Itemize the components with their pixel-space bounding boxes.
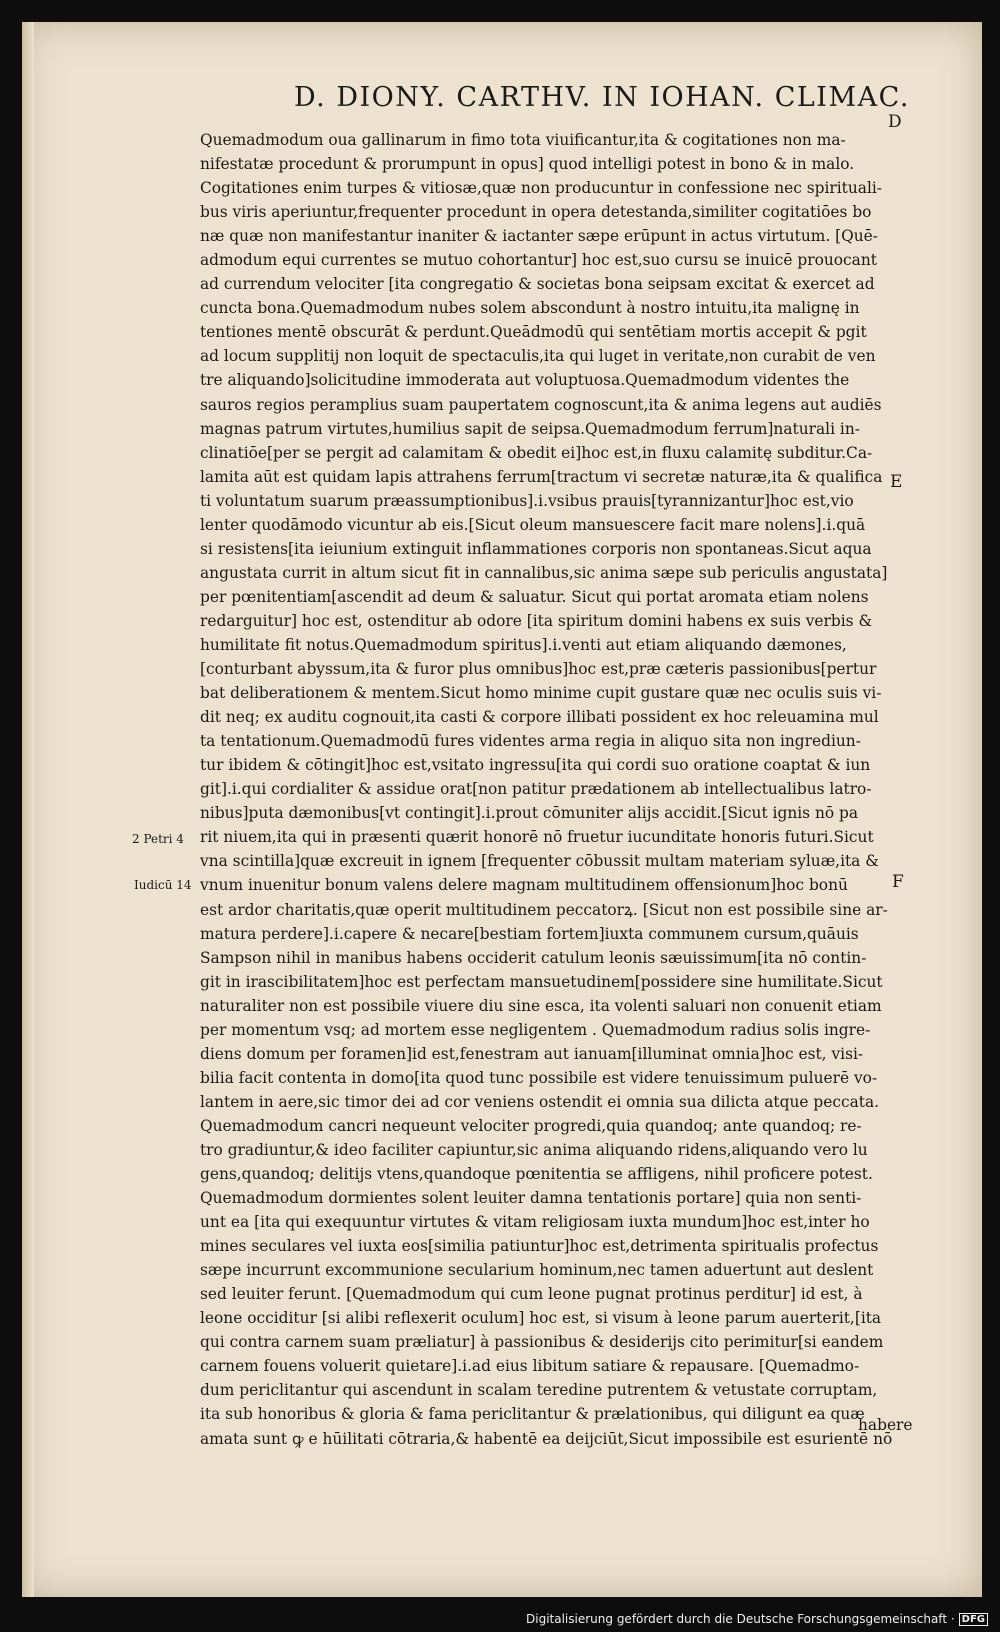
- margin-letter-f: F: [892, 872, 904, 892]
- text-line: amata sunt ꝙ e hūilitati cōtraria,& habentē ea deijciūt,Sicut impossibile est esurientē nō: [200, 1429, 893, 1448]
- text-line: lamita aūt est quidam lapis attrahens ferrum[tractum vi secretæ naturæ,ita & qualifica: [200, 467, 883, 486]
- text-line: ita sub honoribus & gloria & fama periclitantur & prælationibus, qui diligunt ea quæ: [200, 1405, 865, 1424]
- text-line: ad locum supplitij non loquit de spectaculis,ita qui luget in veritate,non curabit de ven: [200, 347, 876, 366]
- text-line: sæpe incurrunt excommunione secularium hominum,nec tamen aduertunt aut deslent: [200, 1261, 874, 1280]
- text-line: nibus]puta dæmonibus[vt contingit].i.prout cōmuniter alijs accidit.[Sicut ignis nō pa: [200, 804, 859, 823]
- text-line: rit niuem,ita qui in præsenti quærit honorē nō fruetur iucunditate honoris futuri.Sicut: [200, 828, 874, 847]
- footer-text: Digitalisierung gefördert durch die Deutsche Forschungsgemeinschaft ·: [526, 1612, 955, 1626]
- text-line: git in irascibilitatem]hoc est perfectam mansuetudinem[possidere sine humilitate.Sicut: [200, 972, 883, 991]
- text-line: ta tentationum.Quemadmodū fures videntes arma regia in aliquo sita non ingrediun-: [200, 732, 861, 751]
- text-line: bat deliberationem & mentem.Sicut homo minime cupit gustare quæ nec oculis suis vi-: [200, 684, 882, 703]
- text-line: redarguitur] hoc est, ostenditur ab odore [ita spiritum domini habens ex suis verbis &: [200, 611, 873, 630]
- text-line: leone occiditur [si alibi reflexerit oculum] hoc est, si visum à leone parum auerterit,[ita: [200, 1309, 882, 1328]
- text-line: Quemadmodum oua gallinarum in fimo tota viuificantur,ita & cogitationes non ma-: [200, 131, 846, 149]
- text-line: magnas patrum virtutes,humilius sapit de seipsa.Quemadmodum ferrum]naturali in-: [200, 419, 860, 438]
- text-line: per momentum vsq; ad mortem esse negligentem . Quemadmodum radius solis ingre-: [200, 1020, 871, 1039]
- margin-note-iudicum: Iudicū 14: [134, 878, 192, 892]
- catchword: habere: [858, 1416, 913, 1434]
- digitization-footer: [526, 1612, 988, 1626]
- text-line: qui contra carnem suam præliatur] à passionibus & desiderijs cito perimitur[si eandem: [200, 1333, 884, 1352]
- text-line: lenter quodāmodo vicuntur ab eis.[Sicut oleum mansuescere facit mare nolens].i.quā: [200, 515, 866, 534]
- margin-letter-d: D: [888, 112, 902, 132]
- text-line: bus viris aperiuntur,frequenter procedunt in opera detestanda,similiter cogitatiōes bo: [200, 203, 872, 222]
- body-text: [200, 128, 936, 1451]
- text-line: Quemadmodum cancri nequeunt velociter progredi,quia quandoq; ante quandoq; re-: [200, 1116, 862, 1135]
- text-line: si resistens[ita ieiunium extinguit inflammationes corporis non spontaneas.Sicut aqua: [200, 539, 872, 558]
- text-line: [conturbant abyssum,ita & furor plus omnibus]hoc est,præ cæteris passionibus[pertur: [200, 660, 877, 679]
- text-line: admodum equi currentes se mutuo cohortantur] hoc est,suo cursu se inuicē prouocant: [200, 251, 877, 270]
- text-line: tur ibidem & cōtingit]hoc est,vsitato ingressu[ita qui cordi suo oratione coaptat & iun: [200, 756, 871, 775]
- book-page: [22, 22, 982, 1597]
- text-line: git].i.qui cordialiter & assidue orat[non patitur prædationem ab intellectualibus latro-: [200, 780, 872, 799]
- text-line: unt ea [ita qui exequuntur virtutes & vitam religiosam iuxta mundum]hoc est,inter ho: [200, 1213, 870, 1232]
- text-line: naturaliter non est possibile viuere diu sine esca, ita volenti saluari non conuenit etiam: [200, 996, 882, 1015]
- text-line: dum periclitantur qui ascendunt in scalam teredine putrentem & vetustate corruptam,: [200, 1381, 878, 1400]
- margin-letter-e: E: [890, 472, 903, 492]
- text-line: ti voluntatum suarum præassumptionibus].i.vsibus prauis[tyrannizantur]hoc est,vio: [200, 491, 854, 510]
- text-line: bilia facit contenta in domo[ita quod tunc possibile est videre tenuissimum puluerē vo-: [200, 1068, 878, 1087]
- text-line: vnum inuenitur bonum valens delere magnam multitudinem offensionum]hoc bonū: [200, 876, 848, 895]
- text-line: diens domum per foramen]id est,fenestram aut ianuam[illuminat omnia]hoc est, visi-: [200, 1044, 864, 1063]
- text-line: est ardor charitatis,quæ operit multitudinem peccatorꝝ. [Sicut non est possibile sine ar-: [200, 900, 888, 919]
- text-line: næ quæ non manifestantur inaniter & iactanter sæpe erūpunt in actus virtutum. [Quē-: [200, 227, 878, 246]
- text-line: carnem fouens voluerit quietare].i.ad eius libitum satiare & repausare. [Quemadmo-: [200, 1357, 860, 1376]
- text-line: lantem in aere,sic timor dei ad cor veniens ostendit ei omnia sua dilicta atque peccata.: [200, 1092, 880, 1111]
- running-header: D. DIONY. CARTHV. IN IOHAN. CLIMAC.: [294, 82, 910, 113]
- text-line: angustata currit in altum sicut fit in cannalibus,sic anima sæpe sub periculis angustata]: [200, 563, 888, 582]
- text-line: sed leuiter ferunt. [Quemadmodum qui cum leone pugnat protinus perditur] id est, à: [200, 1285, 863, 1304]
- margin-note-petri: 2 Petri 4: [132, 832, 184, 846]
- text-line: Quemadmodum dormientes solent leuiter damna tentationis portare] quia non senti-: [200, 1189, 862, 1208]
- text-line: mines seculares vel iuxta eos[similia patiuntur]hoc est,detrimenta spiritualis profectus: [200, 1237, 879, 1256]
- dfg-logo: DFG: [959, 1613, 988, 1626]
- text-line: ad currendum velociter [ita congregatio & societas bona seipsam excitat & exercet ad: [200, 275, 875, 294]
- text-line: per pœnitentiam[ascendit ad deum & saluatur. Sicut qui portat aromata etiam nolens: [200, 587, 869, 606]
- text-line: gens,quandoq; delitijs vtens,quandoque pœnitentia se affligens, nihil proficere potest.: [200, 1165, 873, 1184]
- text-line: cuncta bona.Quemadmodum nubes solem abscondunt à nostro intuitu,ita malignę in: [200, 299, 860, 318]
- text-line: vna scintilla]quæ excreuit in ignem [frequenter cōbussit multam materiam syluæ,ita &: [200, 852, 879, 871]
- text-line: humilitate fit notus.Quemadmodum spiritus].i.venti aut etiam aliquando dæmones,: [200, 635, 847, 654]
- page-gutter: [22, 22, 34, 1597]
- text-line: dit neq; ex auditu cognouit,ita casti & corpore illibati possident ex hoc releuamina mul: [200, 708, 879, 727]
- text-line: nifestatæ procedunt & prorumpunt in opus] quod intelligi potest in bono & in malo.: [200, 155, 855, 174]
- text-line: tre aliquando]solicitudine immoderata aut voluptuosa.Quemadmodum videntes the: [200, 371, 850, 390]
- text-line: tentiones mentē obscurāt & perdunt.Queādmodū qui sentētiam mortis accepit & pgit: [200, 323, 867, 342]
- text-line: Sampson nihil in manibus habens occiderit catulum leonis sæuissimum[ita nō contin-: [200, 948, 867, 967]
- text-line: tro gradiuntur,& ideo faciliter capiuntur,sic anima aliquando ridens,aliquando vero lu: [200, 1140, 868, 1159]
- text-line: sauros regios peramplius suam paupertatem cognoscunt,ita & anima legens aut audiēs: [200, 395, 882, 414]
- text-line: Cogitationes enim turpes & vitiosæ,quæ non producuntur in confessione nec spirituali-: [200, 179, 882, 198]
- text-line: matura perdere].i.capere & necare[bestiam fortem]iuxta communem cursum,quāuis: [200, 924, 859, 943]
- text-line: clinatiōe[per se pergit ad calamitam & obedit ei]hoc est,in fluxu calamitę subditur.Ca-: [200, 443, 873, 462]
